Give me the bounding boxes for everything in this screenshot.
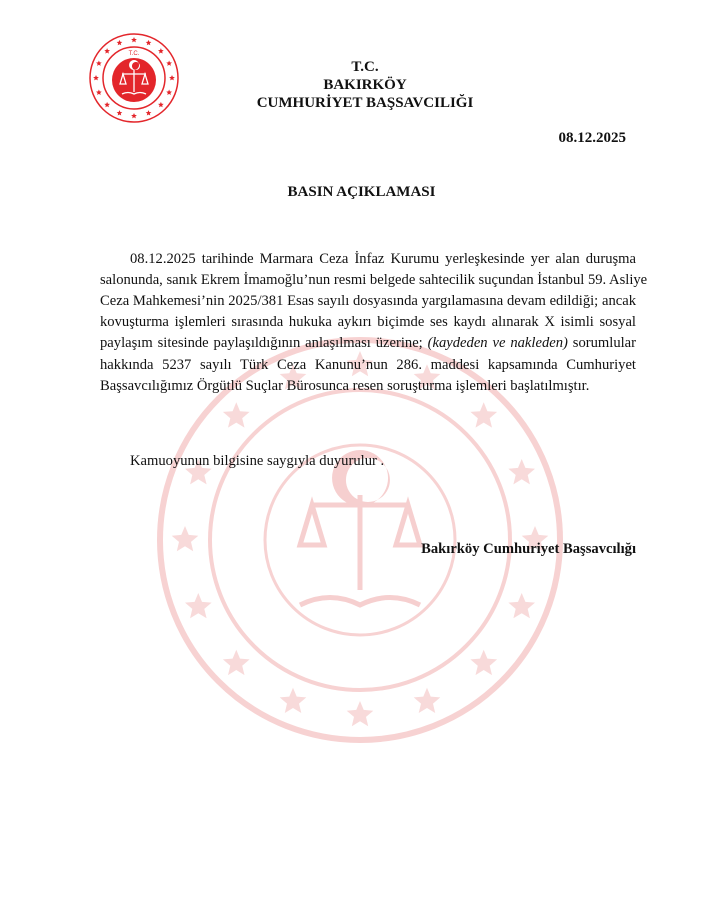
body-line: Başsavcılığımız Örgütlü Suçlar Bürosunca resen soruşturma işlemleri başlatılmıştır.	[100, 378, 590, 394]
star-icon	[347, 701, 374, 726]
body-line: kovuşturma işlemleri sırasında hukuka aykırı biçimde ses kaydı alınarak X isimli sosyal	[100, 314, 636, 330]
body-line: salonunda, sanık Ekrem İmamoğlu’nun resmi belgede sahtecilik suçundan İstanbul 59. Asliye	[100, 272, 648, 288]
star-icon	[93, 75, 99, 80]
star-icon	[508, 593, 535, 618]
star-icon	[508, 459, 535, 484]
star-icon	[172, 526, 199, 551]
header-line-office: CUMHURİYET BAŞSAVCILIĞI	[256, 95, 474, 111]
star-icon	[96, 61, 102, 66]
star-icon	[104, 48, 110, 54]
star-icon	[146, 110, 152, 115]
star-icon	[117, 110, 123, 115]
closing-line: Kamuoyunun bilgisine saygıyla duyurulur .	[130, 453, 385, 469]
star-icon	[470, 402, 497, 427]
star-icon	[470, 650, 497, 675]
prosecutor-office-logo	[88, 32, 180, 124]
document-date: 08.12.2025	[558, 130, 626, 146]
star-icon	[131, 37, 137, 42]
body-line	[100, 335, 636, 352]
star-icon	[169, 75, 175, 80]
body-line: hakkında 5237 sayılı Türk Ceza Kanunu’nun 286. maddesi kapsamında Cumhuriyet	[100, 357, 636, 373]
star-icon	[146, 40, 152, 45]
header	[200, 58, 530, 112]
signature: Bakırköy Cumhuriyet Başsavcılığı	[421, 541, 636, 557]
star-icon	[96, 90, 102, 96]
star-icon	[166, 61, 172, 66]
star-icon	[117, 40, 123, 45]
star-icon	[158, 48, 164, 54]
body-line: Ceza Mahkemesi’nin 2025/381 Esas sayılı dosyasında yargılamasına devam edildiği; ancak	[100, 293, 636, 309]
star-icon	[104, 102, 110, 107]
star-icon	[223, 402, 250, 427]
star-icon	[280, 688, 307, 713]
star-icon	[166, 90, 172, 96]
italic-note: (kaydeden ve nakleden)	[427, 335, 568, 351]
star-icon	[414, 688, 441, 713]
svg-text:T.C.: T.C.	[128, 51, 140, 57]
header-line-tc: T.C.	[351, 59, 379, 75]
body-line: 08.12.2025 tarihinde Marmara Ceza İnfaz Kurumu yerleşkesinde yer alan duruşma	[130, 251, 636, 267]
star-icon	[223, 650, 250, 675]
body-text: paylaşım sitesinde paylaşıldığının anlaşılması üzerine;	[100, 335, 423, 351]
star-icon	[158, 102, 164, 107]
body-text: sorumlular	[572, 335, 637, 351]
document-title: BASIN AÇIKLAMASI	[287, 184, 436, 200]
header-line-district: BAKIRKÖY	[323, 77, 407, 93]
star-icon	[131, 113, 137, 118]
star-icon	[185, 593, 212, 618]
